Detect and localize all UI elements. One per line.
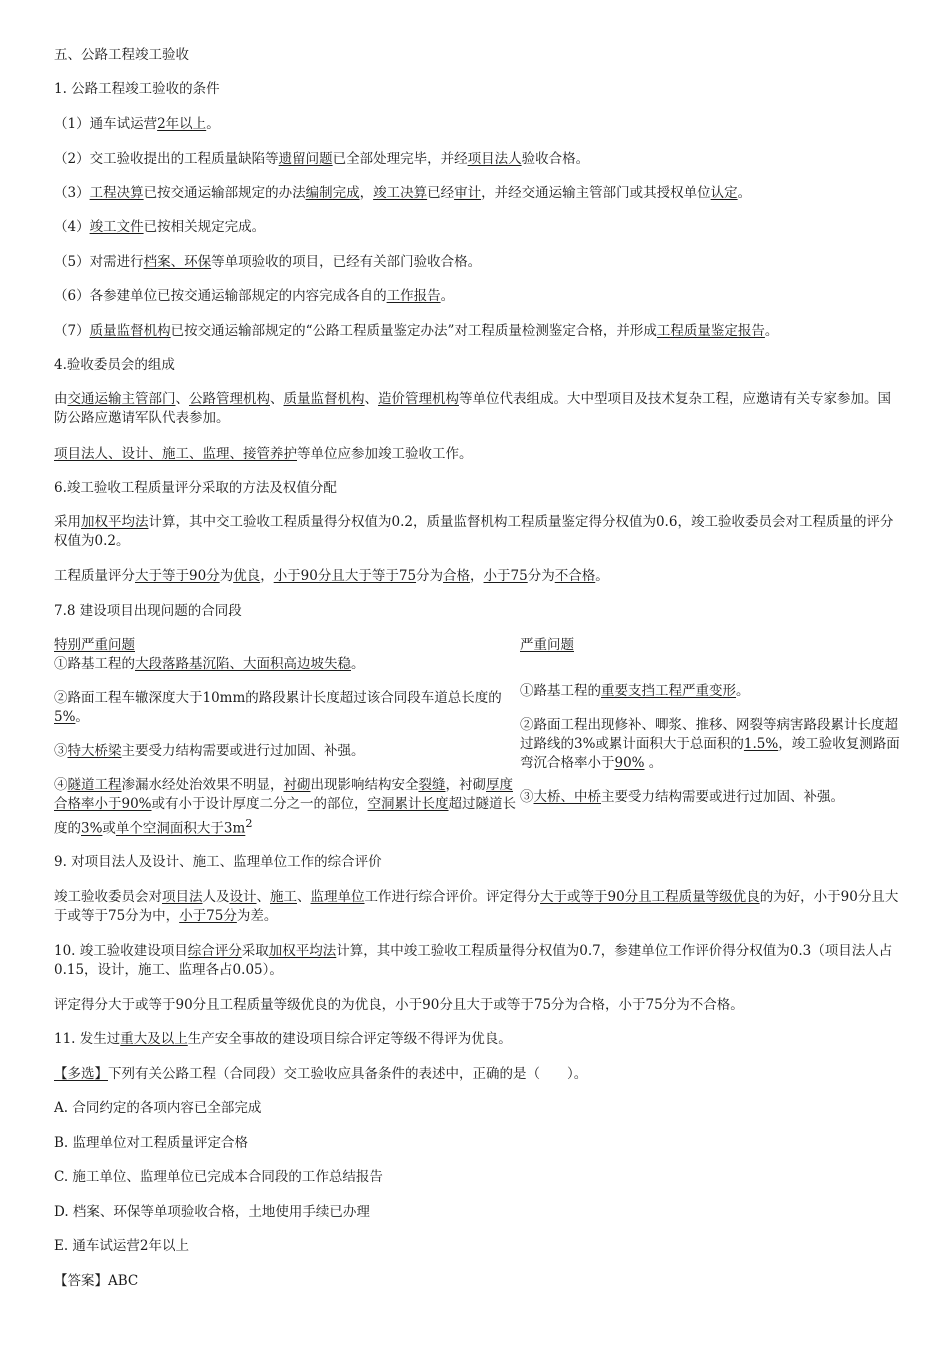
heading-problem-sections: 7.8 建设项目出现问题的合同段: [54, 603, 242, 619]
severe-problem-1: ①路基工程的大段落路基沉陷、大面积高边坡失稳。: [54, 656, 365, 672]
serious-problem-3: ③大桥、中桥主要受力结构需要或进行过加固、补强。: [520, 789, 844, 805]
overall-score-method: 10. 竣工验收建设项目综合评分采取加权平均法计算，其中竣工验收工程质量得分权值为0.7，参建单位工作评价得分权值为0.3（项目法人占0.15，设计，施工、监理各占0.05）。: [54, 943, 893, 978]
scoring-weights: 采用加权平均法计算，其中交工验收工程质量得分权值为0.2，质量监督机构工程质量鉴定得分权值为0.6，竣工验收委员会对工程质量的评分权值为0.2。: [54, 514, 894, 549]
serious-problem-2: ②路面工程出现修补、唧浆、推移、网裂等病害路段累计长度超过路线的3%或累计面积大于总面积的1.5%，竣工验收复测路面弯沉合格率小于90% 。: [520, 717, 900, 771]
condition-1: （1）通车试运营2年以上。: [54, 116, 220, 132]
condition-2: （2）交工验收提出的工程质量缺陷等遗留问题已全部处理完毕，并经项目法人验收合格。: [54, 151, 590, 167]
participating-units: 项目法人、设计、施工、监理、接管养护等单位应参加竣工验收工作。: [54, 446, 473, 462]
answer: 【答案】ABC: [54, 1273, 139, 1289]
condition-7: （7）质量监督机构已按交通运输部规定的“公路工程质量鉴定办法”对工程质量检测鉴定合格，并形成工程质量鉴定报告。: [54, 323, 779, 339]
question-tag: 【多选】: [54, 1066, 108, 1082]
safety-accident-rule: 11. 发生过重大及以上生产安全事故的建设项目综合评定等级不得评为优良。: [54, 1031, 512, 1047]
severe-problem-2: ②路面工程车辙深度大于10mm的路段累计长度超过该合同段车道总长度的5%。: [54, 690, 502, 725]
section-title: 五、公路工程竣工验收: [54, 47, 189, 63]
serious-problem-1: ①路基工程的重要支挡工程严重变形。: [520, 683, 750, 699]
heading-committee: 4.验收委员会的组成: [54, 357, 175, 373]
heading-scoring-method: 6.竣工验收工程质量评分采取的方法及权值分配: [54, 480, 337, 496]
condition-3: （3）工程决算已按交通运输部规定的办法编制完成，竣工决算已经审计，并经交通运输主管部门或其授权单位认定。: [54, 185, 752, 201]
option-b: B. 监理单位对工程质量评定合格: [54, 1135, 249, 1151]
committee-composition: 由交通运输主管部门、公路管理机构、质量监督机构、造价管理机构等单位代表组成。大中型项目及技术复杂工程，应邀请有关专家参加。国防公路应邀请军队代表参加。: [54, 391, 891, 426]
option-d: D. 档案、环保等单项验收合格，土地使用手续已办理: [54, 1204, 370, 1220]
quality-grading: 工程质量评分大于等于90分为优良，小于90分且大于等于75分为合格，小于75分为不合格。: [54, 568, 609, 584]
option-c: C. 施工单位、监理单位已完成本合同段的工作总结报告: [54, 1169, 383, 1185]
heading-completion-conditions: 1. 公路工程竣工验收的条件: [54, 81, 220, 97]
overall-grading: 评定得分大于或等于90分且工程质量等级优良的为优良，小于90分且大于或等于75分为合格，小于75分为不合格。: [54, 997, 744, 1013]
option-a: A. 合同约定的各项内容已全部完成: [54, 1100, 262, 1116]
comprehensive-evaluation-text: 竣工验收委员会对项目法人及设计、施工、监理单位工作进行综合评价。评定得分大于或等于90分且工程质量等级优良的为好，小于90分且大于或等于75分为中，小于75分为差。: [54, 889, 899, 924]
severe-problem-3: ③特大桥梁主要受力结构需要或进行过加固、补强。: [54, 743, 365, 759]
serious-problems-title: 严重问题: [520, 637, 574, 653]
severe-problems-column: [54, 636, 516, 839]
condition-6: （6）各参建单位已按交通运输部规定的内容完成各自的工作报告。: [54, 288, 455, 304]
severe-problems-title: 特别严重问题: [54, 637, 135, 653]
serious-problems-column: [520, 636, 900, 807]
option-e: E. 通车试运营2年以上: [54, 1238, 190, 1254]
severe-problem-4: ④隧道工程渗漏水经处治效果不明显，衬砌出现影响结构安全裂缝，衬砌厚度合格率小于90%或有小于设计厚度二分之一的部位，空洞累计长度超过隧道长度的3%或单个空洞面积大于$3m^2$: [54, 777, 517, 837]
condition-4: （4）竣工文件已按相关规定完成。: [54, 219, 266, 235]
question-stem: 【多选】下列有关公路工程（合同段）交工验收应具备条件的表述中，正确的是（ ）。: [54, 1066, 588, 1082]
condition-5: （5）对需进行档案、环保等单项验收的项目，已经有关部门验收合格。: [54, 254, 482, 270]
heading-comprehensive-evaluation: 9. 对项目法人及设计、施工、监理单位工作的综合评价: [54, 854, 382, 870]
